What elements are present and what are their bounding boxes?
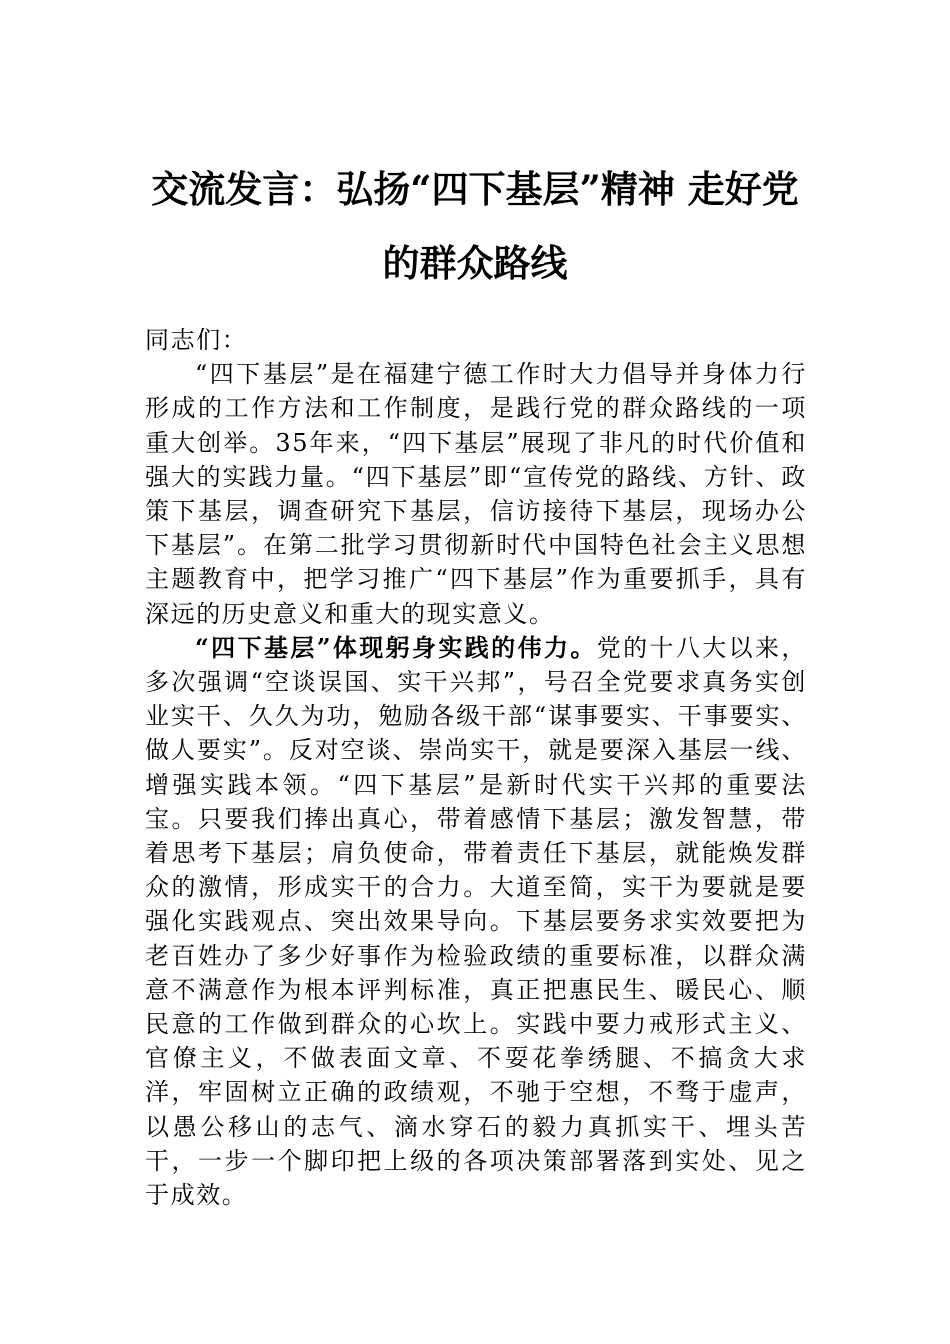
paragraph-1: “四下基层”是在福建宁德工作时大力倡导并身体力行形成的工作方法和工作制度，是践行党的群众路线的一项重大创举。35年来，“四下基层”展现了非凡的时代价值和强大的实践力量。“四下基层”即“宣传党的路线、方针、政策下基层，调查研究下基层，信访接待下基层，现场办公下基层”。在第二批学习贯彻新时代中国特色社会主义思想主题教育中，把学习推广“四下基层”作为重要抓手，具有深远的历史意义和重大的现实意义。 [145,360,807,628]
title-line-1: 交流发言：弘扬“四下基层”精神 走好党 [151,167,799,211]
paragraph-2 [145,631,807,1212]
paragraph-2-lead: “四下基层”体现躬身实践的伟力。 [195,632,597,662]
document-body [145,323,807,1212]
salutation: 同志们： [145,326,248,354]
title-line-2: 的群众路线 [382,241,568,285]
paragraph-2-body: 党的十八大以来，多次强调“空谈误国、实干兴邦”，号召全党要求真务实创业实干、久久为功，勉励各级干部“谋事要实、干事要实、做人要实”。反对空谈、崇尚实干，就是要深入基层一线、增强实践本领。“四下基层”是新时代实干兴邦的重要法宝。只要我们捧出真心，带着感情下基层；激发智慧，带着思考下基层；肩负使命，带着责任下基层，就能焕发群众的激情，形成实干的合力。大道至简，实干为要就是要强化实践观点、突出效果导向。下基层要务求实效要把为老百姓办了多少好事作为检验政绩的重要标准，以群众满意不满意作为根本评判标准，真正把惠民生、暖民心、顺民意的工作做到群众的心坎上。实践中要力戒形式主义、官僚主义，不做表面文章、不耍花拳绣腿、不搞贪大求洋，牢固树立正确的政绩观，不驰于空想，不骛于虚声，以愚公移山的志气、滴水穿石的毅力真抓实干、埋头苦干，一步一个脚印把上级的各项决策部署落到实处、见之于成效。 [145,633,807,1210]
document-title [120,152,830,300]
